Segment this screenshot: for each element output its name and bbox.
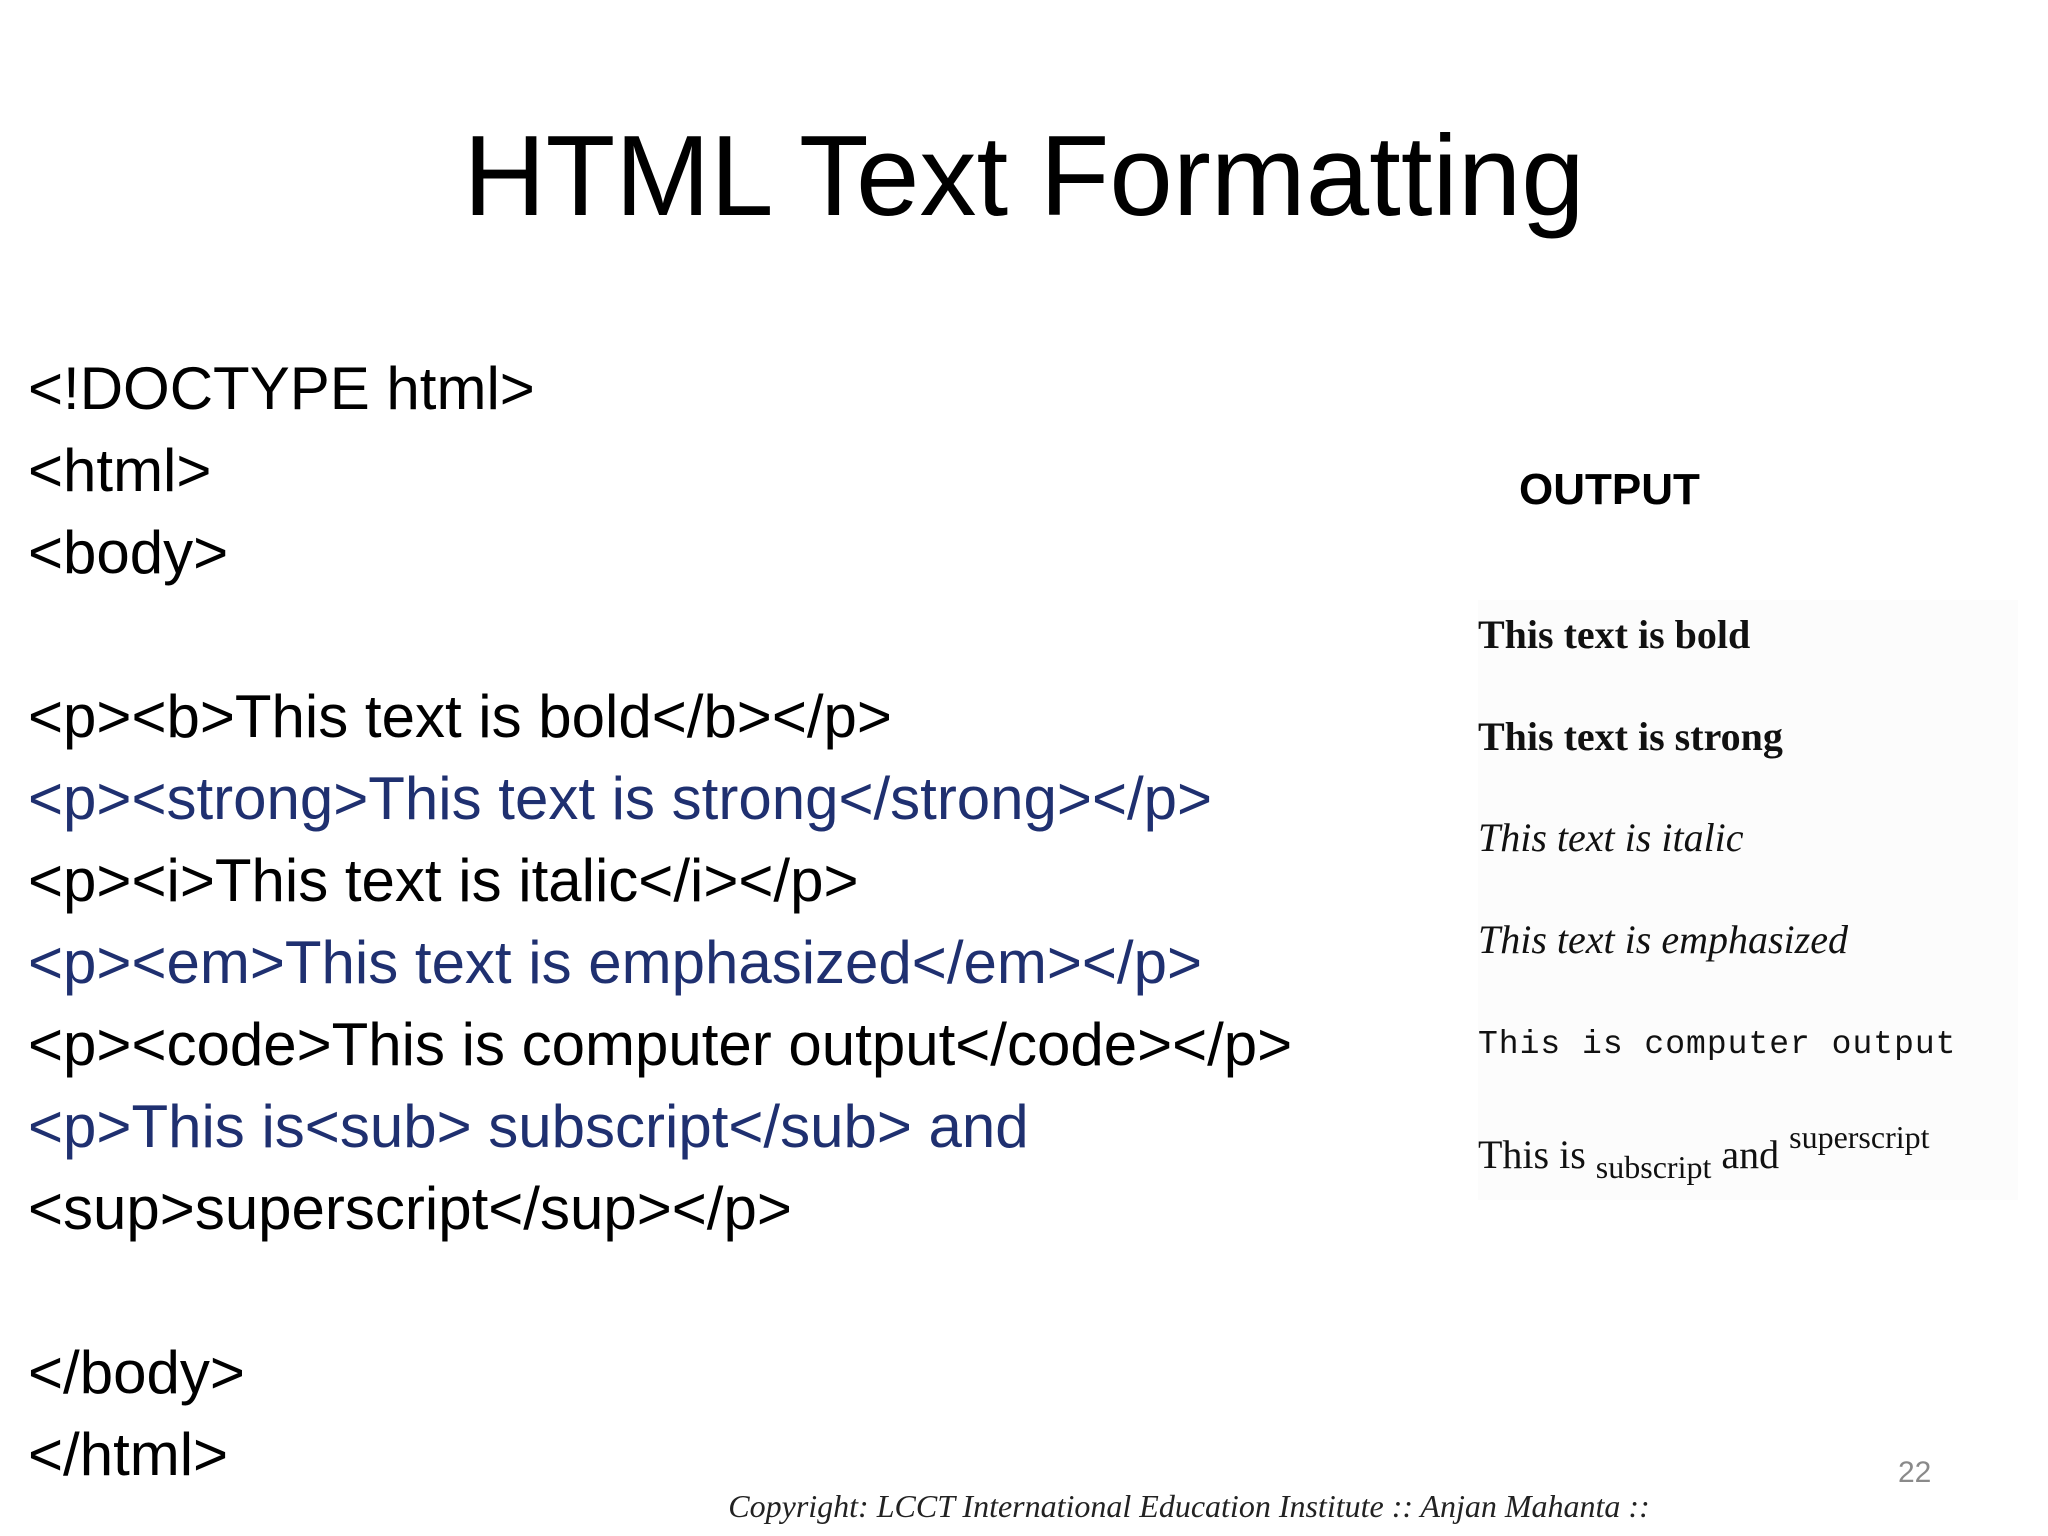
output-heading: OUTPUT <box>1519 465 1700 514</box>
code-line: <p><strong>This text is strong</strong></p> <box>28 765 1213 832</box>
code-line: <sup>superscript</sup></p> <box>28 1175 792 1242</box>
code-blank-line <box>28 1250 1428 1332</box>
code-line: </body> <box>28 1339 245 1406</box>
output-subscript-text: subscript <box>1595 1149 1712 1185</box>
output-bold-text: This text is bold <box>1478 612 1751 657</box>
output-preview <box>1478 600 2018 1200</box>
code-line: <p><em>This text is emphasized</em></p> <box>28 929 1203 996</box>
code-line: <!DOCTYPE html> <box>28 355 535 422</box>
code-line: </html> <box>28 1421 229 1488</box>
page-number: 22 <box>1898 1456 1932 1489</box>
output-italic-text: This text is italic <box>1478 815 1744 860</box>
code-line: <p><code>This is computer output</code></p> <box>28 1011 1293 1078</box>
output-emphasized-text: This text is emphasized <box>1478 917 1848 962</box>
output-subsup-line <box>1478 1119 1930 1185</box>
code-line: <html> <box>28 437 212 504</box>
code-line: <p>This is<sub> subscript</sub> and <box>28 1093 1029 1160</box>
code-line: <body> <box>28 519 229 586</box>
copyright-text: Copyright: LCCT International Education Institute :: Anjan Mahanta :: <box>728 1488 1650 1524</box>
copyright-footer <box>0 1488 2048 1525</box>
code-line: <p><i>This text is italic</i></p> <box>28 847 859 914</box>
output-superscript-text: superscript <box>1789 1119 1930 1155</box>
output-subsup-middle: and <box>1711 1132 1790 1177</box>
output-code-text: This is computer output <box>1478 1026 1957 1063</box>
output-subsup-prefix: This is <box>1478 1132 1596 1177</box>
slide-title: HTML Text Formatting <box>463 113 1585 240</box>
output-strong-text: This text is strong <box>1478 714 1783 759</box>
code-blank-line <box>28 594 1428 676</box>
code-line: <p><b>This text is bold</b></p> <box>28 683 892 750</box>
code-sample <box>28 348 1428 1496</box>
